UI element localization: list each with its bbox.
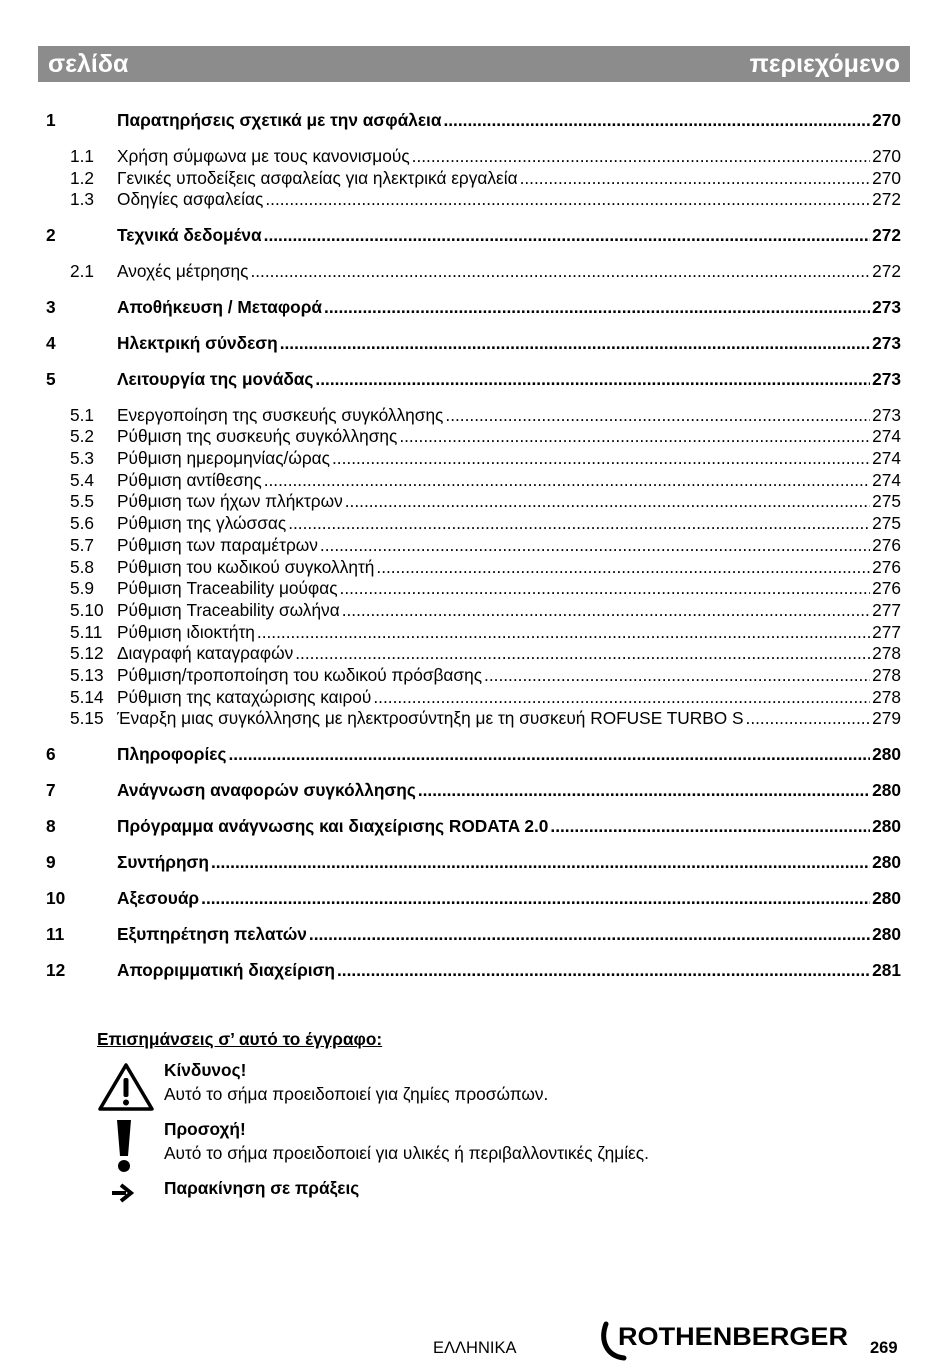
toc-number: 12 (46, 959, 66, 980)
toc-entry[interactable] (46, 888, 901, 910)
toc-entry[interactable] (46, 110, 901, 132)
toc-entry[interactable] (46, 426, 901, 448)
toc-leader-dots (337, 960, 870, 982)
toc-page-number: 279 (872, 708, 901, 729)
toc-leader-dots (332, 448, 870, 470)
notes-section (97, 1028, 857, 1200)
toc-title: Εξυπηρέτηση πελατών (117, 923, 307, 944)
toc-entry[interactable] (46, 852, 901, 874)
toc-title: Ρύθμιση Traceability σωλήνα (117, 599, 340, 620)
toc-title: Ρύθμιση της γλώσσας (117, 513, 287, 534)
toc-entry[interactable] (46, 470, 901, 492)
caution-note (164, 1117, 857, 1165)
toc-title: Διαγραφή καταγραφών (117, 643, 294, 664)
toc-title: Αποθήκευση / Μεταφορά (117, 296, 323, 317)
header-left: σελίδα (48, 49, 129, 78)
toc-entry[interactable] (46, 687, 901, 709)
toc-page-number: 277 (872, 621, 901, 642)
toc-title: Ενεργοποίηση της συσκευής συγκόλλησης (117, 404, 444, 425)
toc-title: Ρύθμιση αντίθεσης (117, 469, 262, 490)
toc-page-number: 280 (872, 923, 901, 944)
toc-number: 10 (46, 887, 66, 908)
toc-title: Ρύθμιση της καταχώρισης καιρού (117, 686, 372, 707)
toc-title: Ρύθμιση των ήχων πλήκτρων (117, 491, 343, 512)
toc-leader-dots (201, 888, 870, 910)
danger-text: Αυτό το σήμα προειδοποιεί για ζημίες προσώπων. (164, 1084, 549, 1104)
toc-title: Ρύθμιση/τροποποίηση του κωδικού πρόσβασης (117, 665, 483, 686)
toc-title: Πληροφορίες (117, 744, 227, 765)
toc-number: 5.3 (70, 448, 95, 469)
toc-page-number: 281 (872, 959, 901, 980)
toc-page-number: 278 (872, 643, 901, 664)
toc-title: Ρύθμιση του κωδικού συγκολλητή (117, 556, 375, 577)
toc-page-number: 276 (872, 578, 901, 599)
toc-number: 5.13 (70, 665, 104, 686)
toc-page-number: 270 (872, 145, 901, 166)
toc-page-number: 280 (872, 852, 901, 873)
section-header (38, 46, 910, 82)
caution-text: Αυτό το σήμα προειδοποιεί για υλικές ή περιβαλλοντικές ζημίες. (164, 1143, 649, 1163)
toc-title: Αξεσουάρ (117, 887, 200, 908)
toc-title: Ρύθμιση των παραμέτρων (117, 534, 318, 555)
toc-leader-dots (342, 600, 870, 622)
toc-page-number: 273 (872, 296, 901, 317)
toc-leader-dots (264, 470, 870, 492)
exclamation-icon (113, 1118, 135, 1174)
toc-leader-dots (320, 535, 870, 557)
toc-entry[interactable] (46, 708, 901, 730)
toc-title: Παρατηρήσεις σχετικά με την ασφάλεια (117, 110, 442, 130)
toc-leader-dots (257, 622, 870, 644)
toc-leader-dots (280, 333, 870, 355)
action-title: Παρακίνηση σε πράξεις (164, 1178, 360, 1198)
toc-page-number: 272 (872, 225, 901, 246)
toc-number: 3 (46, 296, 56, 317)
toc-leader-dots (550, 816, 870, 838)
toc-leader-dots (264, 225, 871, 247)
toc-title: Συντήρηση (117, 852, 209, 873)
toc-entry[interactable] (46, 578, 901, 600)
toc-page-number: 274 (872, 469, 901, 490)
toc-number: 7 (46, 780, 56, 801)
toc-page-number: 273 (872, 368, 901, 389)
toc-entry[interactable] (46, 333, 901, 355)
toc-entry[interactable] (46, 491, 901, 513)
toc-number: 9 (46, 852, 56, 873)
toc-page-number: 270 (872, 110, 901, 130)
toc-number: 5.7 (70, 534, 95, 555)
toc-title: Γενικές υποδείξεις ασφαλείας για ηλεκτρικά εργαλεία (117, 167, 518, 188)
toc-number: 5.8 (70, 556, 95, 577)
toc-entry[interactable] (46, 744, 901, 766)
toc-title: Πρόγραμμα ανάγνωσης και διαχείρισης RODATA 2.0 (117, 816, 549, 837)
toc-page-number: 272 (872, 189, 901, 210)
toc-page-number: 276 (872, 556, 901, 577)
toc-entry[interactable] (46, 261, 901, 283)
toc-number: 5.1 (70, 404, 95, 425)
toc-entry[interactable] (46, 816, 901, 838)
toc-title: Ανοχές μέτρησης (117, 261, 249, 282)
toc-leader-dots (265, 189, 870, 211)
toc-page-number: 275 (872, 513, 901, 534)
toc-leader-dots (295, 643, 870, 665)
toc-page-number: 280 (872, 780, 901, 801)
danger-note (164, 1058, 857, 1106)
toc-entry[interactable] (46, 448, 901, 470)
toc-number: 5.5 (70, 491, 95, 512)
toc-title: Ηλεκτρική σύνδεση (117, 332, 278, 353)
toc-page-number: 273 (872, 332, 901, 353)
toc-leader-dots (376, 557, 870, 579)
toc-number: 5.14 (70, 686, 104, 707)
toc-page-number: 273 (872, 404, 901, 425)
toc-page-number: 274 (872, 426, 901, 447)
toc-title: Ρύθμιση ημερομηνίας/ώρας (117, 448, 330, 469)
toc-number: 11 (46, 923, 65, 944)
toc-entry[interactable] (46, 405, 901, 427)
toc-leader-dots (324, 297, 870, 319)
toc-entry[interactable] (46, 369, 901, 391)
toc-leader-dots (746, 708, 871, 730)
toc-number: 5.4 (70, 469, 95, 490)
toc-page-number: 275 (872, 491, 901, 512)
toc-entry[interactable] (46, 622, 901, 644)
toc-entry[interactable] (46, 189, 901, 211)
toc-entry[interactable] (46, 535, 901, 557)
toc-title: Τεχνικά δεδομένα (117, 225, 262, 246)
toc-entry[interactable] (46, 557, 901, 579)
toc-title: Χρήση σύμφωνα με τους κανονισμούς (117, 145, 410, 166)
toc-page-number: 280 (872, 744, 901, 765)
toc-entry[interactable] (46, 225, 901, 247)
toc-page-number: 280 (872, 887, 901, 908)
toc-title: Απορριμματική διαχείριση (117, 959, 335, 980)
toc-title: Ρύθμιση Traceability μούφας (117, 578, 338, 599)
toc-leader-dots (288, 513, 870, 535)
toc-entry[interactable] (46, 924, 901, 946)
toc-number: 1.3 (70, 189, 95, 210)
toc-number: 6 (46, 744, 56, 765)
toc-leader-dots (443, 110, 870, 132)
footer-language: ΕΛΛΗΝΙΚΑ (433, 1339, 517, 1357)
toc-leader-dots (250, 261, 870, 283)
toc-leader-dots (229, 744, 871, 766)
toc-leader-dots (211, 852, 870, 874)
rothenberger-logo (600, 1318, 852, 1362)
toc-leader-dots (373, 687, 870, 709)
notes-heading: Επισημάνσεις σ’ αυτό το έγγραφο: (97, 1029, 383, 1049)
toc-number: 2 (46, 225, 56, 246)
toc-title: Οδηγίες ασφαλείας (117, 189, 264, 210)
toc-entry[interactable] (46, 146, 901, 168)
toc-number: 5.9 (70, 578, 95, 599)
action-note (164, 1176, 857, 1200)
toc-title: Ανάγνωση αναφορών συγκόλλησης (117, 780, 416, 801)
danger-title: Κίνδυνος! (164, 1060, 247, 1080)
toc-entry[interactable] (46, 168, 901, 190)
toc-entry[interactable] (46, 780, 901, 802)
toc-number: 5.15 (70, 708, 104, 729)
toc-entry[interactable] (46, 513, 901, 535)
toc-number: 1 (46, 110, 56, 130)
toc-page-number: 270 (872, 167, 901, 188)
toc-number: 1.1 (70, 145, 95, 166)
table-of-contents (46, 110, 901, 981)
toc-entry[interactable] (46, 665, 901, 687)
toc-leader-dots (315, 369, 870, 391)
toc-page-number: 278 (872, 686, 901, 707)
toc-leader-dots (418, 780, 870, 802)
logo-text: ROTHENBERGER (618, 1323, 848, 1351)
toc-page-number: 272 (872, 261, 901, 282)
toc-leader-dots (484, 665, 870, 687)
toc-page-number: 280 (872, 816, 901, 837)
toc-entry[interactable] (46, 297, 901, 319)
header-right: περιεχόμενο (749, 49, 900, 78)
toc-leader-dots (309, 924, 870, 946)
toc-number: 5.6 (70, 513, 95, 534)
toc-entry[interactable] (46, 960, 901, 982)
toc-title: Ρύθμιση ιδιοκτήτη (117, 621, 255, 642)
toc-title: Έναρξη μιας συγκόλλησης με ηλεκτροσύντηξη με τη συσκευή ROFUSE TURBO S (117, 708, 744, 729)
toc-number: 5.2 (70, 426, 95, 447)
toc-number: 4 (46, 332, 56, 353)
toc-number: 5.10 (70, 599, 104, 620)
toc-page-number: 278 (872, 665, 901, 686)
caution-title: Προσοχή! (164, 1119, 246, 1139)
toc-number: 5.12 (70, 643, 104, 664)
toc-number: 5.11 (70, 621, 103, 642)
toc-number: 8 (46, 816, 56, 837)
toc-page-number: 276 (872, 534, 901, 555)
toc-page-number: 274 (872, 448, 901, 469)
toc-entry[interactable] (46, 600, 901, 622)
toc-leader-dots (412, 146, 871, 168)
toc-leader-dots (340, 578, 871, 600)
arrow-right-icon (110, 1183, 134, 1203)
toc-leader-dots (520, 168, 871, 190)
toc-title: Ρύθμιση της συσκευής συγκόλλησης (117, 426, 398, 447)
page-number: 269 (870, 1339, 898, 1357)
toc-page-number: 277 (872, 599, 901, 620)
toc-title: Λειτουργία της μονάδας (117, 368, 314, 389)
toc-leader-dots (445, 405, 870, 427)
toc-entry[interactable] (46, 643, 901, 665)
toc-number: 2.1 (70, 261, 95, 282)
toc-number: 1.2 (70, 167, 95, 188)
toc-leader-dots (399, 426, 870, 448)
toc-number: 5 (46, 368, 56, 389)
toc-leader-dots (345, 491, 870, 513)
warning-triangle-icon (97, 1062, 155, 1112)
